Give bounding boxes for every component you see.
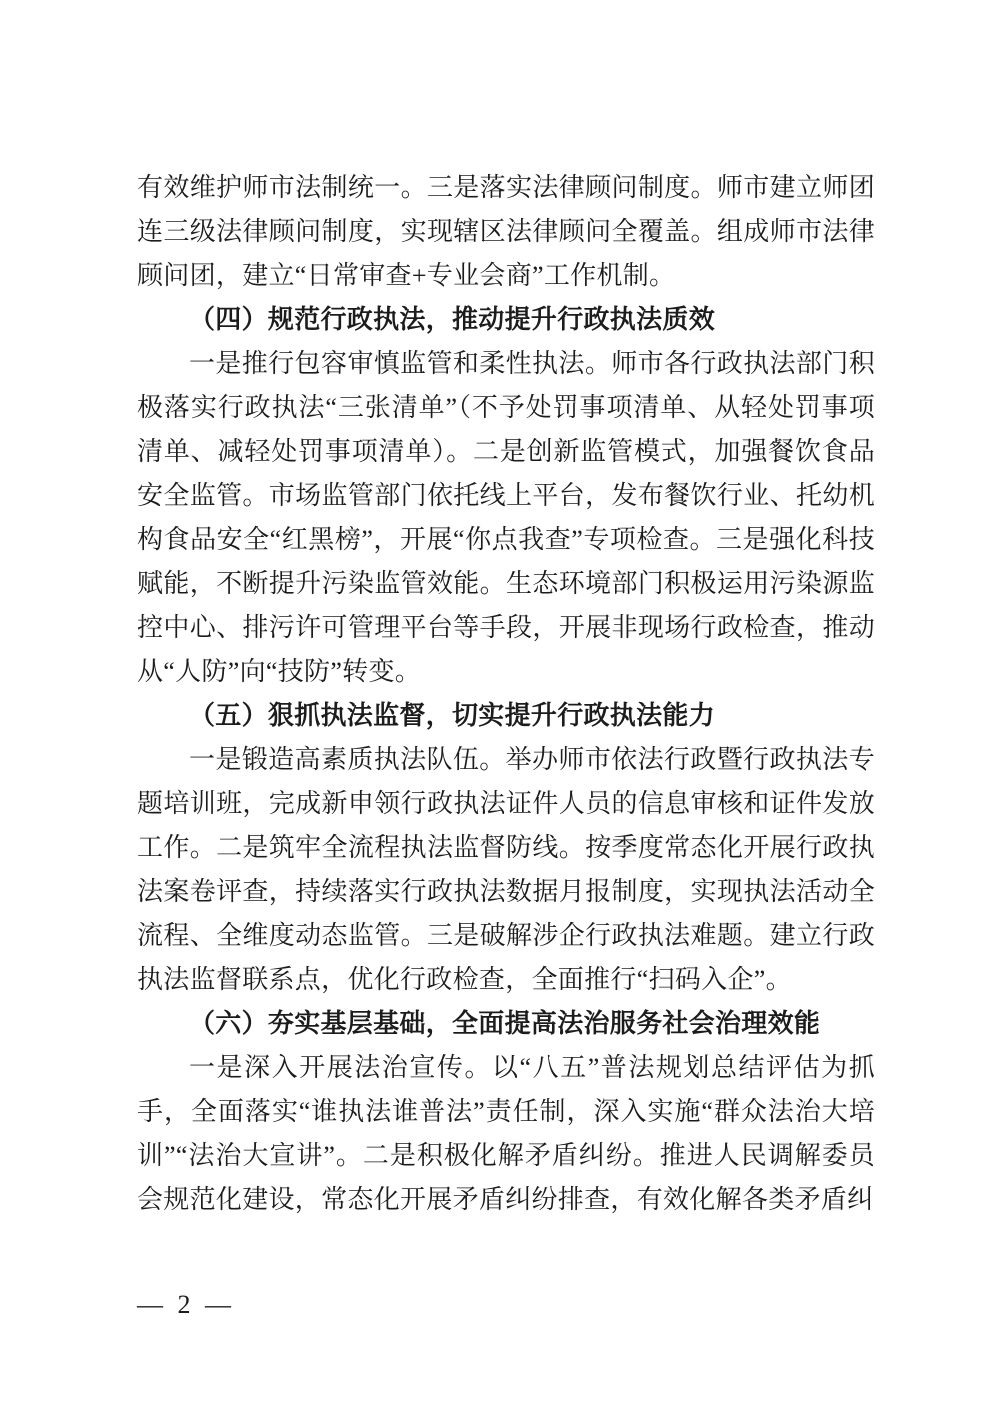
section-heading-6: （六）夯实基层基础，全面提高法治服务社会治理效能 [189, 1009, 821, 1038]
page-number: — 2 — [137, 1290, 235, 1319]
section-heading-5: （五）狠抓执法监督，切实提升行政执法能力 [189, 701, 716, 730]
section-heading-4: （四）规范行政执法，推动提升行政执法质效 [189, 305, 716, 334]
document-text-body [137, 166, 875, 1222]
paragraph-continuation: 有效维护师市法制统一。三是落实法律顾问制度。师市建立师团连三级法律顾问制度，实现辖区法律顾问全覆盖。组成师市法律顾问团，建立“日常审查+专业会商”工作机制。 [137, 173, 875, 290]
paragraph-section-6: 一是深入开展法治宣传。以“八五”普法规划总结评估为抓手，全面落实“谁执法谁普法”责任制，深入实施“群众法治大培训”“法治大宣讲”。二是积极化解矛盾纠纷。推进人民调解委员会规范化建设，常态化开展矛盾纠纷排查，有效化解各类矛盾纠 [137, 1053, 875, 1214]
paragraph-section-4: 一是推行包容审慎监管和柔性执法。师市各行政执法部门积极落实行政执法“三张清单”（不予处罚事项清单、从轻处罚事项清单、减轻处罚事项清单）。二是创新监管模式，加强餐饮食品安全监管。市场监管部门依托线上平台，发布餐饮行业、托幼机构食品安全“红黑榜”，开展“你点我查”专项检查。三是强化科技赋能，不断提升污染监管效能。生态环境部门积极运用污染源监控中心、排污许可管理平台等手段，开展非现场行政检查，推动从“人防”向“技防”转变。 [137, 349, 875, 686]
paragraph-section-5: 一是锻造高素质执法队伍。举办师市依法行政暨行政执法专题培训班，完成新申领行政执法证件人员的信息审核和证件发放工作。二是筑牢全流程执法监督防线。按季度常态化开展行政执法案卷评查，持续落实行政执法数据月报制度，实现执法活动全流程、全维度动态监管。三是破解涉企行政执法难题。建立行政执法监督联系点，优化行政检查，全面推行“扫码入企”。 [137, 745, 875, 994]
